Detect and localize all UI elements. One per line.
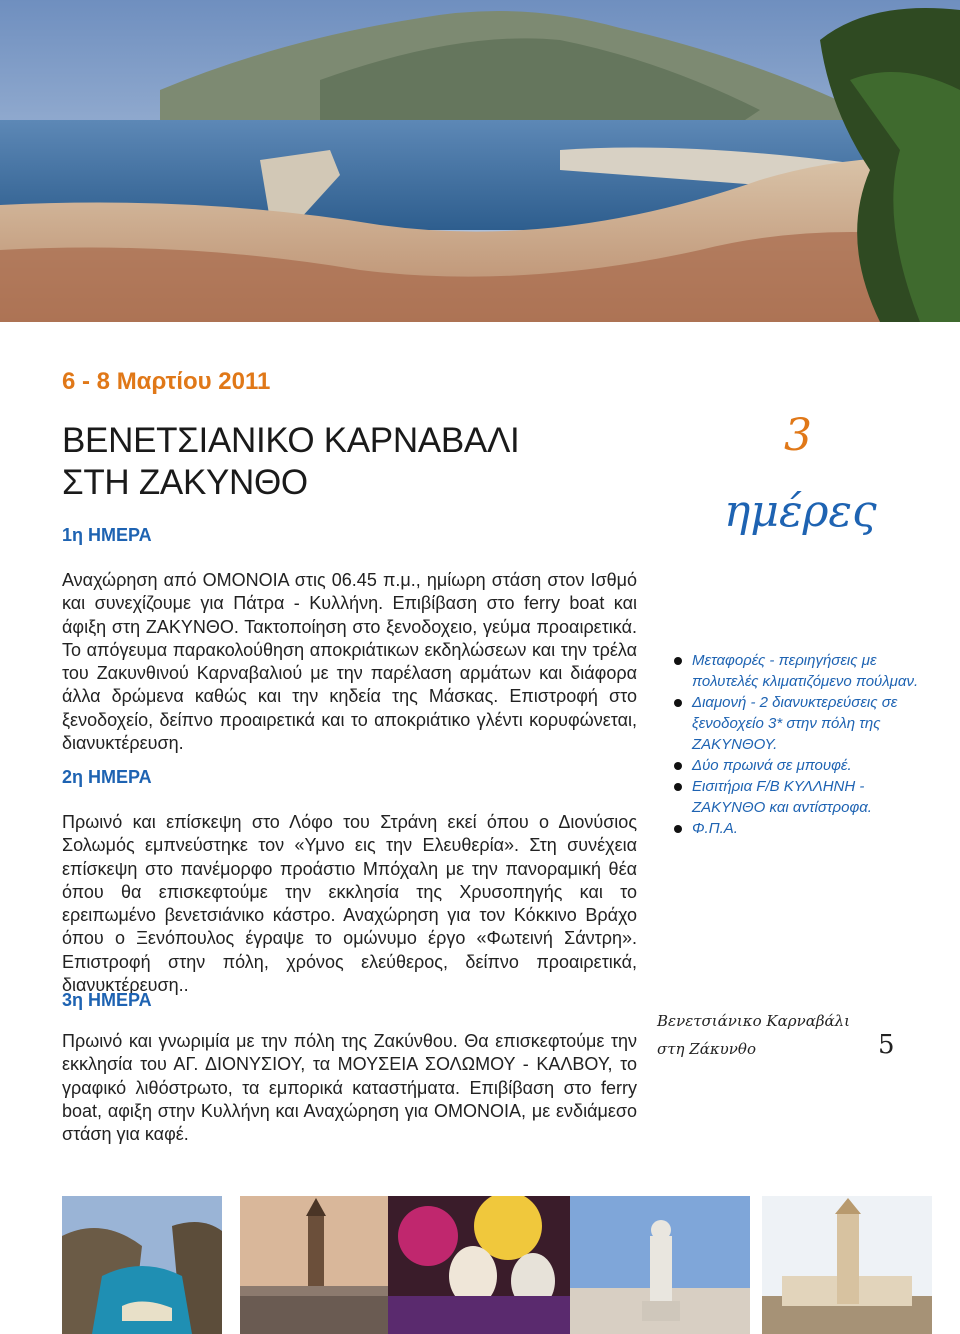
side-caption-line: στη Ζάκυνθο [657,1040,756,1058]
includes-text: Μεταφορές - περιηγήσεις με πολυτελές κλιματιζόμενο πούλμαν. [692,652,919,690]
photo-carnival-masks [388,1196,570,1334]
bullet-icon [674,783,682,791]
includes-item [672,818,932,839]
photo-strip [62,1196,932,1334]
includes-item [672,776,932,818]
day-3-heading: 3η ΗΜΕΡΑ [62,990,152,1010]
day-1-text: Αναχώρηση από ΟΜΟΝΟΙΑ στις 06.45 π.μ., ημίωρη στάση στον Ισθμό και συνεχίζουμε για Πάτρα - Κυλλήνη. Επιβίβαση στο ferry boat και άφιξη στη ΖΑΚΥΝΘΟ. Τακτοποίηση στο ξενοδοχειο, γεύμα προαιρετικά. Το απόγευμα παρακολούθηση αποκριάτικων εκδηλώσεων και την τρέλα του Ζακυνθινού Καρναβαλιού με την παρέλαση αρμάτων και διάφορα άλλα δρώμενα καθώς και την κηδεία της Μάσκας. Επιστροφή στο ξενοδοχείο, δείπνο προαιρετικά και το αποκριάτικο γλέντι κορυφώνεται, διανυκτέρευση. [62,570,637,754]
bullet-icon [674,825,682,833]
photo-church-tower [762,1196,932,1334]
day-3-text: Πρωινό και γνωριμία με την πόλη της Ζακύνθου. Θα επισκεφτούμε την εκκλησία του ΑΓ. ΔΙΟΝΥΣΙΟΥ, τα ΜΟΥΣΕΙΑ ΣΟΛΩΜΟΥ - ΚΑΛΒΟΥ, το γραφικό λιθόστρωτο, τα εμπορικά καταστήματα. Επιβίβαση στο ferry boat, αφιξη στην Κυλλήνη και Αναχώρηση για ΟΜΟΝΟΙΑ, με ενδιάμεσο στάση για καφέ. [62,1031,637,1145]
photo-bell-tower [240,1196,392,1334]
day-2-text: Πρωινό και επίσκεψη στο Λόφο του Στράνη εκεί όπου ο Διονύσιος Σολωμός εμπνεύστηκε τον «Υμνο εις την Ελευθερία». Στη συνέχεια επίσκεψη στο πανέμορφο προάστιο Μπόχαλη με την πανοραμική θέα όπου θα επισκεφτούμε την εκκλησία της Χρυσοπηγής και το ερειπωμένο βενετσιάνικο κάστρο. Αναχώρηση για τον Κόκκινο Βράχο όπου ο Ξενόπουλος έγραψε το ομώνυμο έργο «Φωτεινή Σάντρη». Επιστροφή στην πόλη, χρόνος ελεύθερος, δείπνο προαιρετικά, διανυκτέρευση.. [62,812,637,996]
includes-item [672,755,932,776]
photo-solomos-statue [570,1196,750,1334]
title-line: ΒΕΝΕΤΣΙΑΝΙΚΟ ΚΑΡΝΑΒΑΛΙ [62,421,520,460]
side-caption-line: Βενετσιάνικο Καρναβάλι [657,1012,851,1030]
title-line: ΣΤΗ ΖΑΚΥΝΘΟ [62,463,308,502]
day-1-heading: 1η ΗΜΕΡΑ [62,525,152,545]
includes-list [672,650,932,839]
bullet-icon [674,657,682,665]
photo-shipwreck-beach [62,1196,222,1334]
bullet-icon [674,699,682,707]
tour-title [62,420,519,504]
duration-number: 3 [784,410,812,461]
day-2-heading: 2η ΗΜΕΡΑ [62,767,152,787]
includes-text: Εισιτήρια F/B ΚΥΛΛΗΝΗ - ΖΑΚΥΝΘΟ και αντίστροφα. [692,778,872,816]
includes-text: Φ.Π.Α. [692,820,738,837]
includes-text: Δύο πρωινά σε μπουφέ. [692,757,852,774]
includes-item [672,692,932,755]
includes-item [672,650,932,692]
includes-text: Διαμονή - 2 διανυκτερεύσεις σε ξενοδοχείο 3* στην πόλη της ΖΑΚΥΝΘΟΥ. [692,694,898,753]
hero-photo [0,0,960,322]
tour-date: 6 - 8 Μαρτίου 2011 [62,368,271,395]
page-number: 5 [878,1030,895,1060]
duration-word: ημέρες [724,486,877,537]
bullet-icon [674,762,682,770]
